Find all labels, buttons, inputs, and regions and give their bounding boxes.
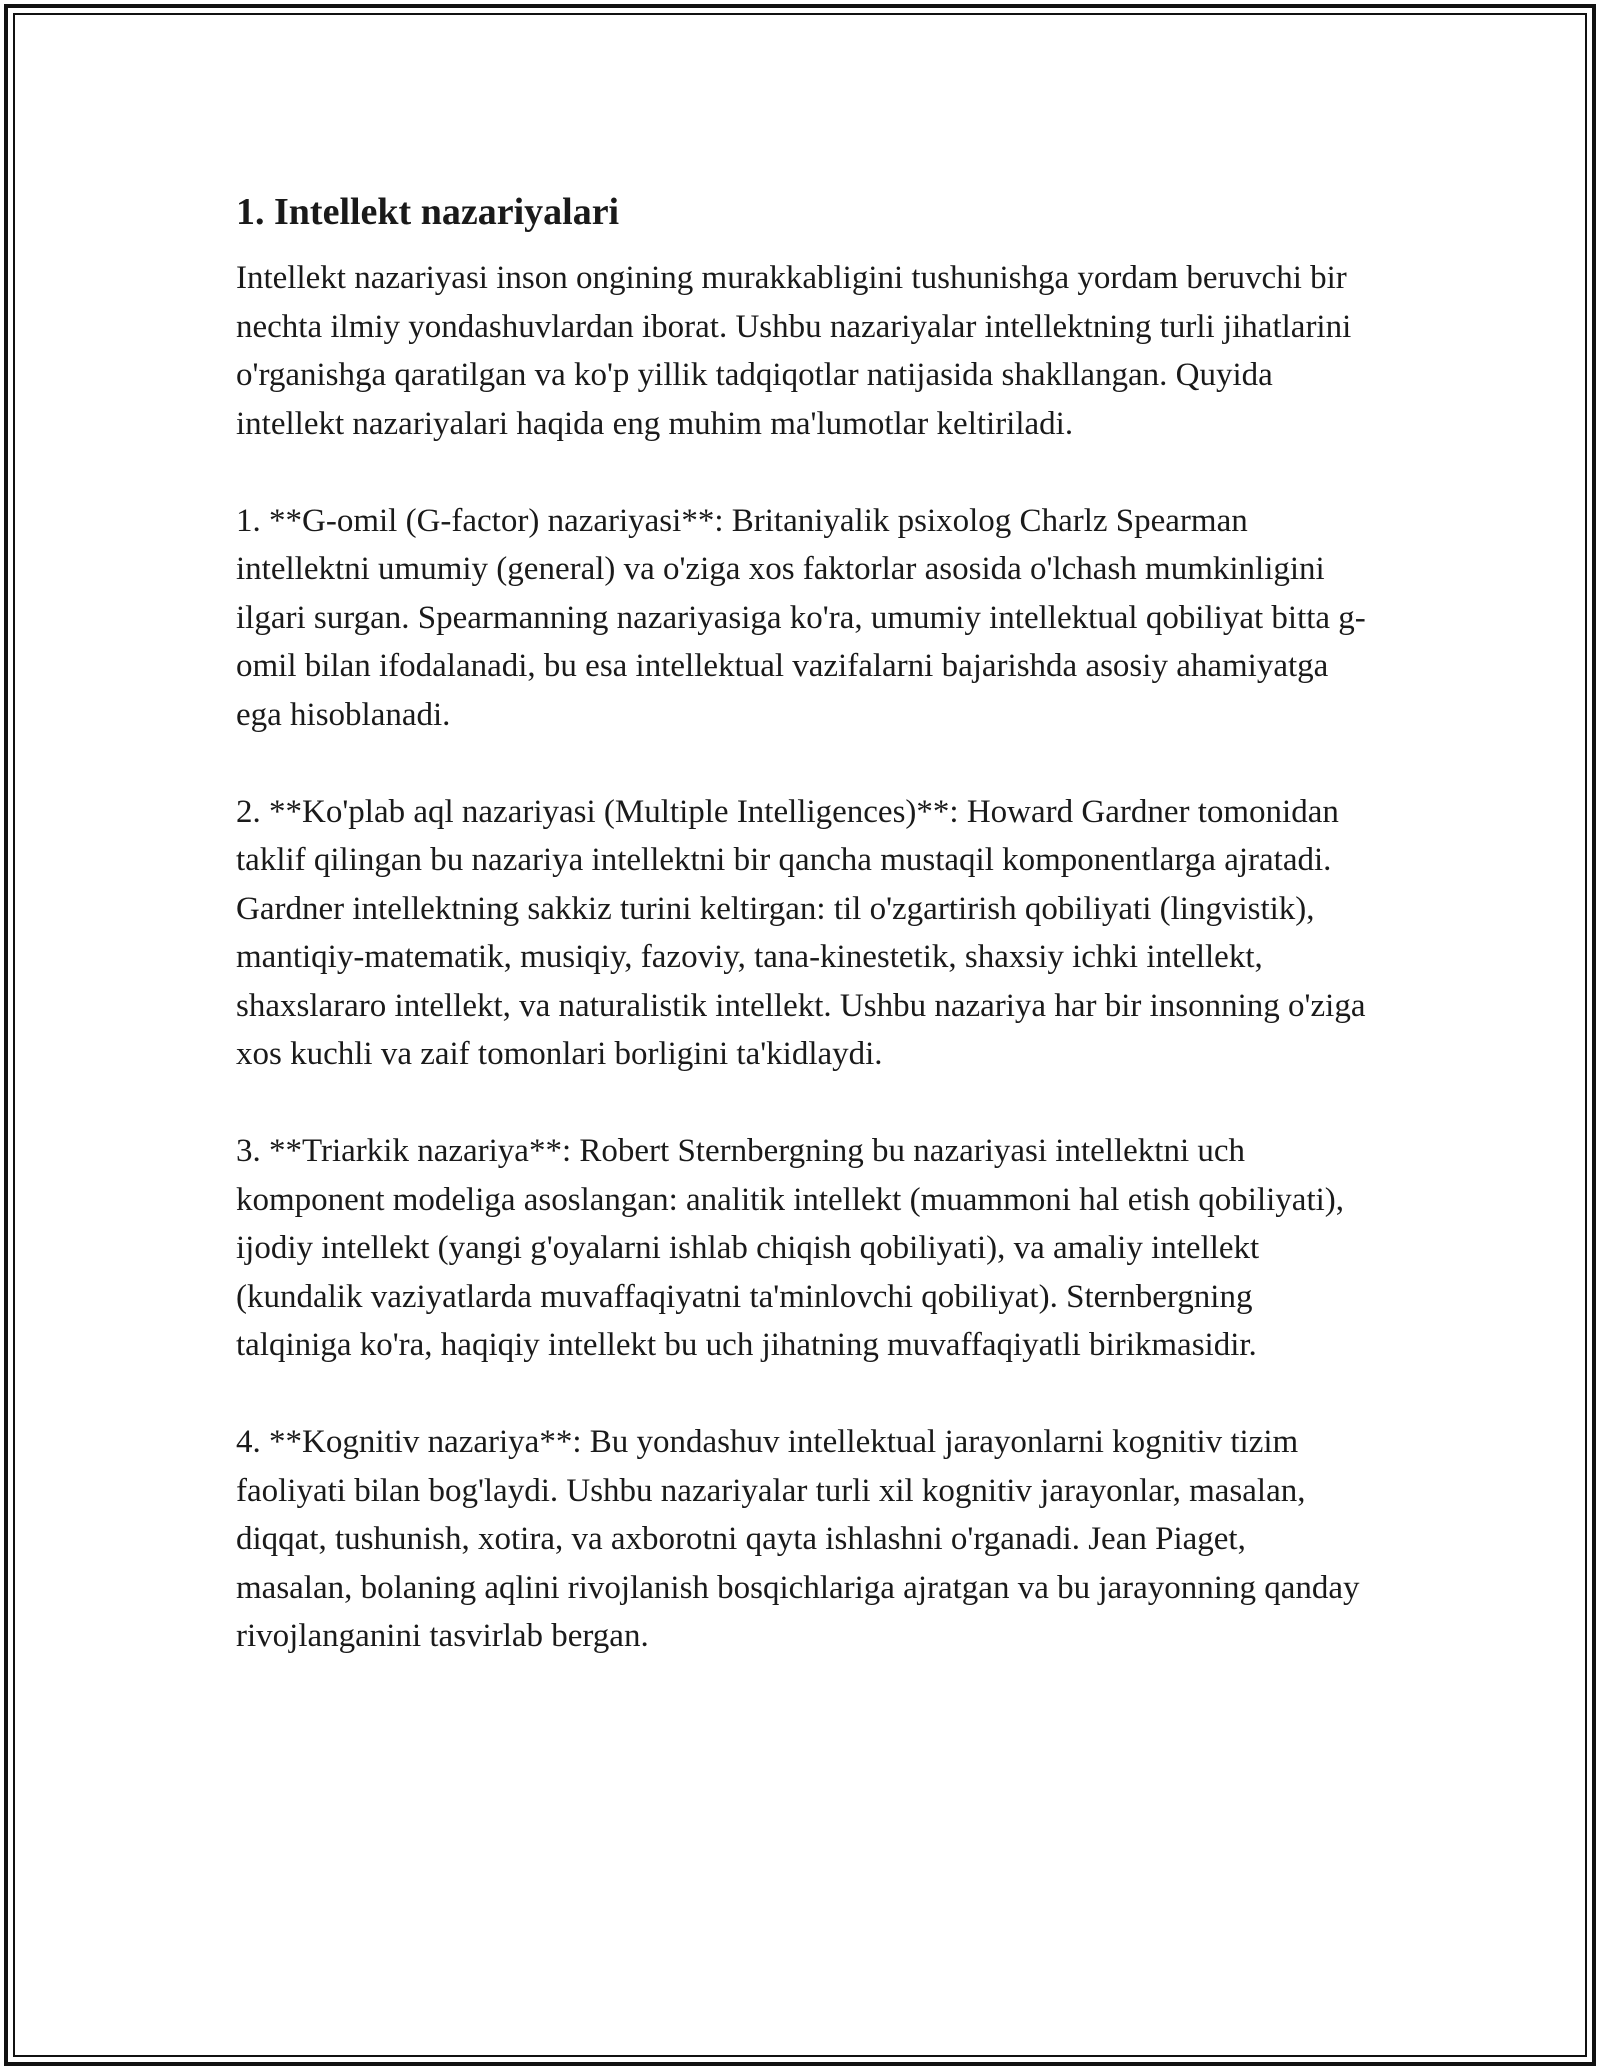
document-body [236,186,1366,1661]
g-factor-paragraph: 1. **G-omil (G-factor) nazariyasi**: Britaniyalik psixolog Charlz Spearman intellektni umumiy (general) va o'ziga xos faktorlar asosida o'lchash mumkinligini ilgari surgan. Spearmanning nazariyasiga ko'ra, umumiy intellektual qobiliyat bitta g-omil bilan ifodalanadi, bu esa intellektual vazifalarni bajarishda asosiy ahamiyatga ega hisoblanadi. [236,502,1366,733]
intro-paragraph: Intellekt nazariyasi inson ongining murakkabligini tushunishga yordam beruvchi bir nechta ilmiy yondashuvlardan iborat. Ushbu nazariyalar intellektning turli jihatlarini o'rganishga qaratilgan va ko'p yillik tadqiqotlar natijasida shakllangan. Quyida intellekt nazariyalari haqida eng muhim ma'lumotlar keltiriladi. [236,260,1352,442]
triarchic-theory-paragraph: 3. **Triarkik nazariya**: Robert Sternbergning bu nazariyasi intellektni uch komponent modeliga asoslangan: analitik intellekt (muammoni hal etish qobiliyati), ijodiy intellekt (yangi g'oyalarni ishlab chiqish qobiliyati), va amaliy intellekt (kundalik vaziyatlarda muvaffaqiyatni ta'minlovchi qobiliyat). Sternbergning talqiniga ko'ra, haqiqiy intellekt bu uch jihatning muvaffaqiyatli birikmasidir. [236,1133,1345,1363]
paragraph-spacer [236,1370,1366,1419]
cognitive-theory-paragraph: 4. **Kognitiv nazariya**: Bu yondashuv intellektual jarayonlarni kognitiv tizim faoliyati bilan bog'laydi. Ushbu nazariyalar turli xil kognitiv jarayonlar, masalan, diqqat, tushunish, xotira, va axborotni qayta ishlashni o'rganadi. Jean Piaget, masalan, bolaning aqlini rivojlanish bosqichlariga ajratgan va bu jarayonning qanday rivojlanganini tasvirlab bergan. [236,1424,1360,1654]
paragraph-spacer [236,448,1366,497]
paragraph-spacer [236,739,1366,788]
paragraph-spacer [236,1079,1366,1128]
section-heading: 1. Intellekt nazariyalari [236,191,620,233]
multiple-intelligences-paragraph: 2. **Ko'plab aql nazariyasi (Multiple Intelligences)**: Howard Gardner tomonidan taklif qilingan bu nazariya intellektni bir qancha mustaqil komponentlarga ajratadi. Gardner intellektning sakkiz turini keltirgan: til o'zgartirish qobiliyati (lingvistik), mantiqiy-matematik, musiqiy, fazoviy, tana-kinestetik, shaxsiy ichki intellekt, shaxslararo intellekt, va naturalistik intellekt. Ushbu nazariya har bir insonning o'ziga xos kuchli va zaif tomonlari borligini ta'kidlaydi. [236,793,1366,1072]
